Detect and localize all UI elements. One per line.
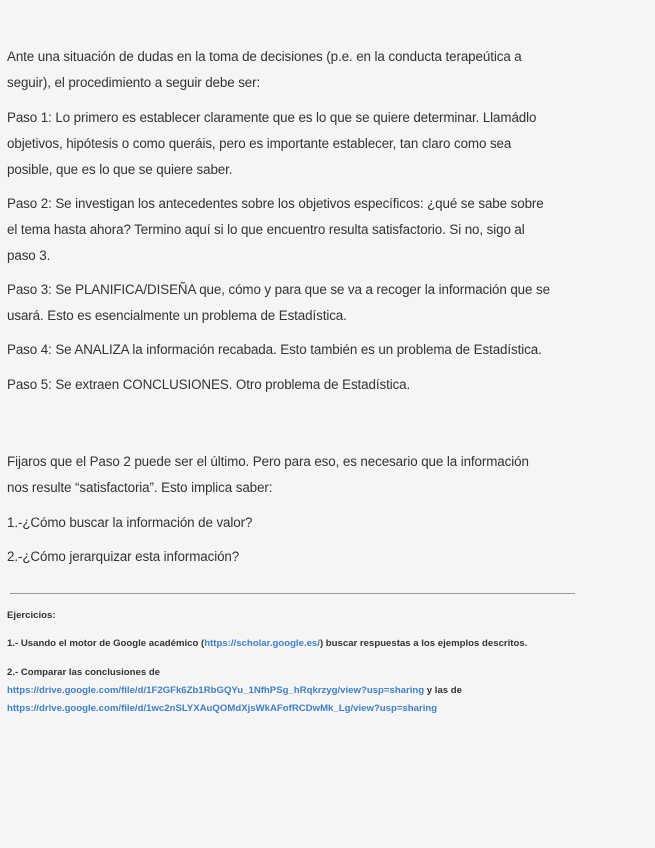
step-2-paragraph — [7, 191, 577, 269]
step-line: Paso 2: Se investigan los antecedentes sobre los objetivos específicos: ¿qué se sabe sobre — [7, 196, 544, 211]
step-line: paso 3. — [7, 248, 51, 263]
note-paragraph — [7, 449, 567, 501]
step-1-paragraph — [7, 105, 577, 183]
exercise-1 — [7, 635, 647, 653]
note-line: Fijaros que el Paso 2 puede ser el último. Pero para eso, es necesario que la información — [7, 454, 529, 469]
step-line: Paso 1: Lo primero es establecer claramente que es lo que se quiere determinar. Llamádlo — [7, 110, 537, 125]
step-4-paragraph — [7, 337, 607, 363]
step-3-paragraph — [7, 277, 577, 329]
exercise-2 — [7, 664, 647, 718]
question-1: 1.-¿Cómo buscar la información de valor? — [7, 515, 253, 530]
intro-line: Ante una situación de dudas en la toma de decisiones (p.e. en la conducta terapeútica a — [7, 49, 522, 64]
question-2: 2.-¿Cómo jerarquizar esta información? — [7, 549, 240, 564]
exercise-2-mid: y las de — [424, 685, 463, 696]
exercise-2-line-3 — [7, 700, 647, 718]
step-line: Paso 4: Se ANALIZA la información recabada. Esto también es un problema de Estadística. — [7, 342, 542, 357]
step-line: usará. Esto es esencialmente un problema de Estadística. — [7, 308, 347, 323]
exercise-2-prefix: 2.- Comparar las conclusiones de — [7, 667, 161, 678]
intro-paragraph — [7, 44, 567, 96]
exercises-title: Ejercicios: — [7, 610, 56, 621]
intro-line: seguir), el procedimiento a seguir debe ser: — [7, 75, 261, 90]
exercise-2-line-2 — [7, 682, 647, 700]
exercise-1-suffix: ) buscar respuestas a los ejemplos descritos. — [319, 638, 528, 649]
step-line: posible, que es lo que se quiere saber. — [7, 162, 233, 177]
horizontal-divider — [10, 593, 575, 594]
step-line: Paso 5: Se extraen CONCLUSIONES. Otro problema de Estadística. — [7, 377, 411, 392]
note-line: nos resulte “satisfactoria”. Esto implica saber: — [7, 480, 273, 495]
scholar-link[interactable]: https://scholar.google.es/ — [204, 638, 320, 649]
step-line: Paso 3: Se PLANIFICA/DISEÑA que, cómo y para que se va a recoger la información que se — [7, 282, 550, 297]
exercise-1-prefix: 1.- Usando el motor de Google académico ( — [7, 638, 205, 649]
step-line: el tema hasta ahora? Termino aquí si lo que encuentro resulta satisfactorio. Si no, sigo al — [7, 222, 525, 237]
step-line: objetivos, hipótesis o como queráis, pero es importante establecer, tan claro como sea — [7, 136, 512, 151]
step-5-paragraph — [7, 372, 607, 398]
drive-link-1[interactable]: https://drive.google.com/file/d/1F2GFk6Zb1RbGQYu_1NfhPSg_hRqkrzyg/view?usp=sharing — [7, 685, 425, 696]
drive-link-2[interactable]: https://drive.google.com/file/d/1wc2nSLYXAuQOMdXjsWkAFofRCDwMk_Lg/view?usp=sharing — [7, 703, 438, 714]
